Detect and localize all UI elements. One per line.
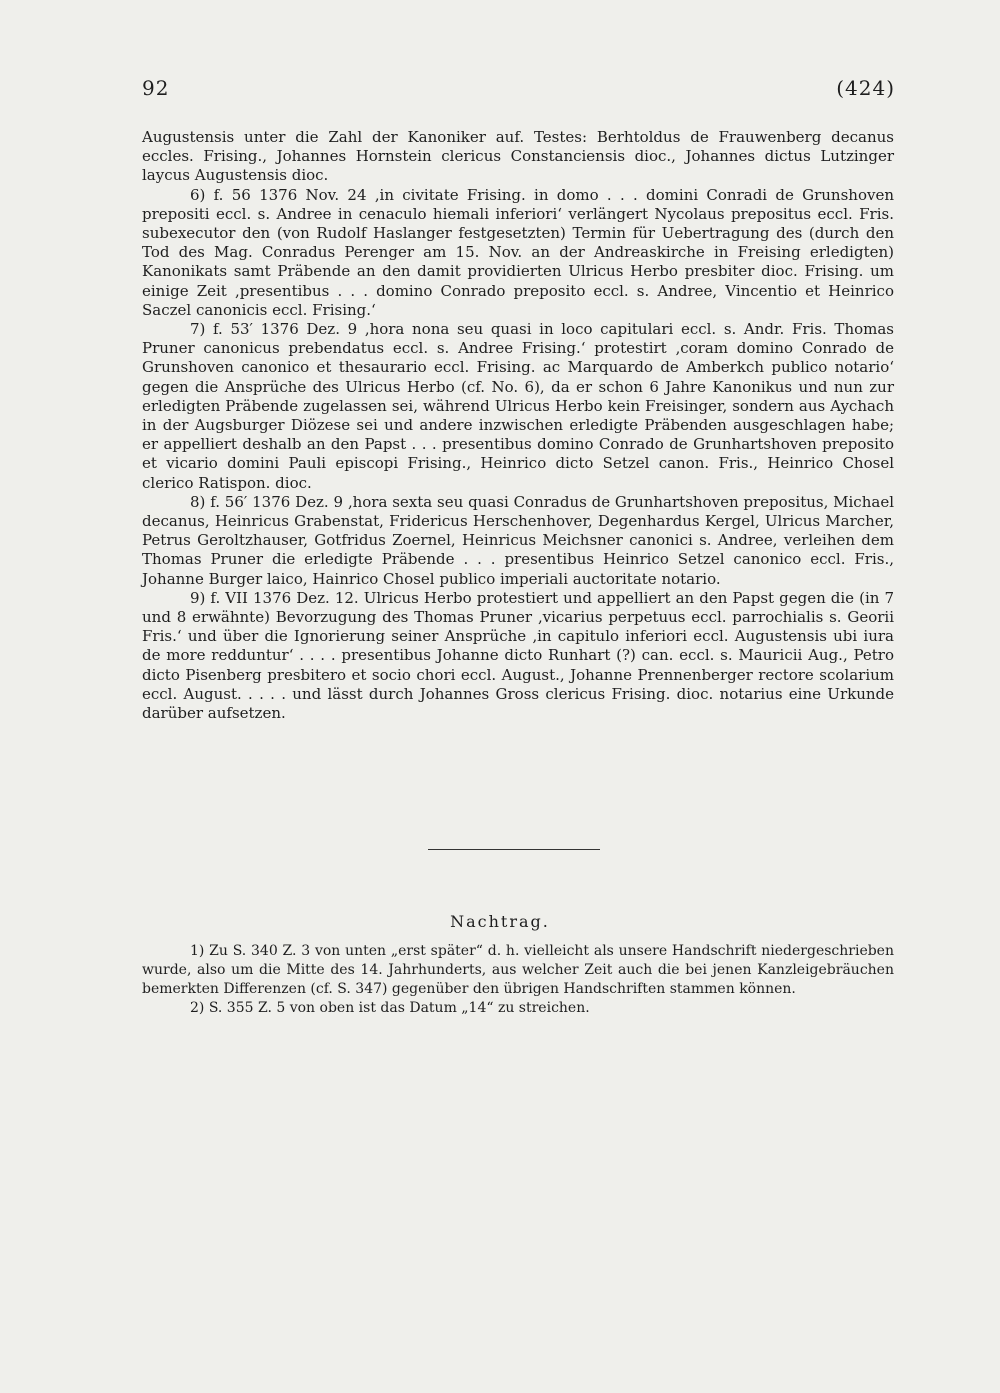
nachtrag-heading: Nachtrag.	[450, 912, 550, 931]
paragraph-entry-7: 7) f. 53′ 1376 Dez. 9 ‚hora nona seu quasi in loco capitulari eccl. s. Andr. Fris. Thomas Pruner canonicus prebendatus eccl. s. Andree Frising.‘ protestirt ‚coram domino Conrado de Grunshoven canonico et thesaurario eccl. Frising. ac Marquardo de Amberkch publico notario‘ gegen die Ansprüche des Ulricus Herbo (cf. No. 6), da er schon 6 Jahre Kanonikus und nun zur erledigten Präbende zugelassen sei, während Ulricus Herbo kein Freisinger, sondern aus Aychach in der Augsburger Diözese sei und andere inzwischen erledigte Präbenden ausgeschlagen habe; er appelliert deshalb an den Papst . . . presentibus domino Conrado de Grunhartshoven preposito et vicario domini Pauli episcopi Frising., Heinrico dicto Setzel canon. Fris., Heinrico Chosel clerico Ratispon. dioc.	[142, 320, 894, 492]
paragraph-entry-9: 9) f. VII 1376 Dez. 12. Ulricus Herbo protestiert und appelliert an den Papst gegen die (in 7 und 8 erwähnte) Bevorzugung des Thomas Pruner ‚vicarius perpetuus eccl. parrochialis s. Georii Fris.‘ und über die Ignorierung seiner Ansprüche ‚in capitulo inferiori eccl. Augustensis ubi iura de more redduntur‘ . . . . presentibus Johanne dicto Runhart (?) can. eccl. s. Mauricii Aug., Petro dicto Pisenberg presbitero et socio chori eccl. August., Johanne Prennenberger rectore scolarium eccl. August. . . . . und lässt durch Johannes Gross clericus Frising. dioc. notarius eine Urkunde darüber aufsetzen.	[142, 588, 894, 723]
paragraph-entry-6: 6) f. 56 1376 Nov. 24 ‚in civitate Frising. in domo . . . domini Conradi de Grunshoven prepositi eccl. s. Andree in cenaculo hiemali inferiori‘ verlängert Nycolaus prepositus eccl. Fris. subexecutor den (von Rudolf Haslanger festgesetzten) Termin für Uebertragung des (durch den Tod des Mag. Conradus Perenger am 15. Nov. an der Andreaskirche in Freising erledigten) Kanonikats samt Präbende an den damit providierten Ulricus Herbo presbiter dioc. Frising. um einige Zeit ‚presentibus . . . domino Conrado preposito eccl. s. Andree, Vincentio et Heinrico Saczel canonicis eccl. Frising.‘	[142, 185, 894, 319]
page-header	[142, 76, 895, 106]
nachtrag-notes	[142, 942, 894, 1018]
paragraph-continuation: Augustensis unter die Zahl der Kanoniker auf. Testes: Berhtoldus de Frauwenberg decanus eccles. Frising., Johannes Hornstein clericus Constanciensis dioc., Johannes dictus Lutzinger laycus Augustensis dioc.	[142, 128, 894, 185]
nachtrag-note-2: 2) S. 355 Z. 5 von oben ist das Datum „14“ zu streichen.	[190, 1000, 590, 1016]
page-number: 92	[142, 76, 170, 100]
paragraph-entry-8: 8) f. 56′ 1376 Dez. 9 ‚hora sexta seu quasi Conradus de Grunhartshoven prepositus, Michael decanus, Heinricus Grabenstat, Fridericus Herschenhover, Degenhardus Kergel, Ulricus Marcher, Petrus Geroltzhauser, Gotfridus Zoernel, Heinricus Meichsner canonici s. Andree, verleihen dem Thomas Pruner die erledigte Präbende . . . presentibus Heinrico Setzel canonico eccl. Fris., Johanne Burger laico, Hainrico Chosel publico imperiali auctoritate notario.	[142, 492, 894, 588]
nachtrag-note-1: 1) Zu S. 340 Z. 3 von unten „erst später“ d. h. vielleicht als unsere Handschrift niedergeschrieben wurde, also um die Mitte des 14. Jahrhunderts, aus welcher Zeit auch die bei jenen Kanzleigebräuchen bemerkten Differenzen (cf. S. 347) gegenüber den übrigen Handschriften stammen können.	[142, 943, 894, 997]
main-text	[142, 128, 894, 723]
section-divider	[428, 849, 600, 850]
page-reference: (424)	[836, 76, 895, 100]
